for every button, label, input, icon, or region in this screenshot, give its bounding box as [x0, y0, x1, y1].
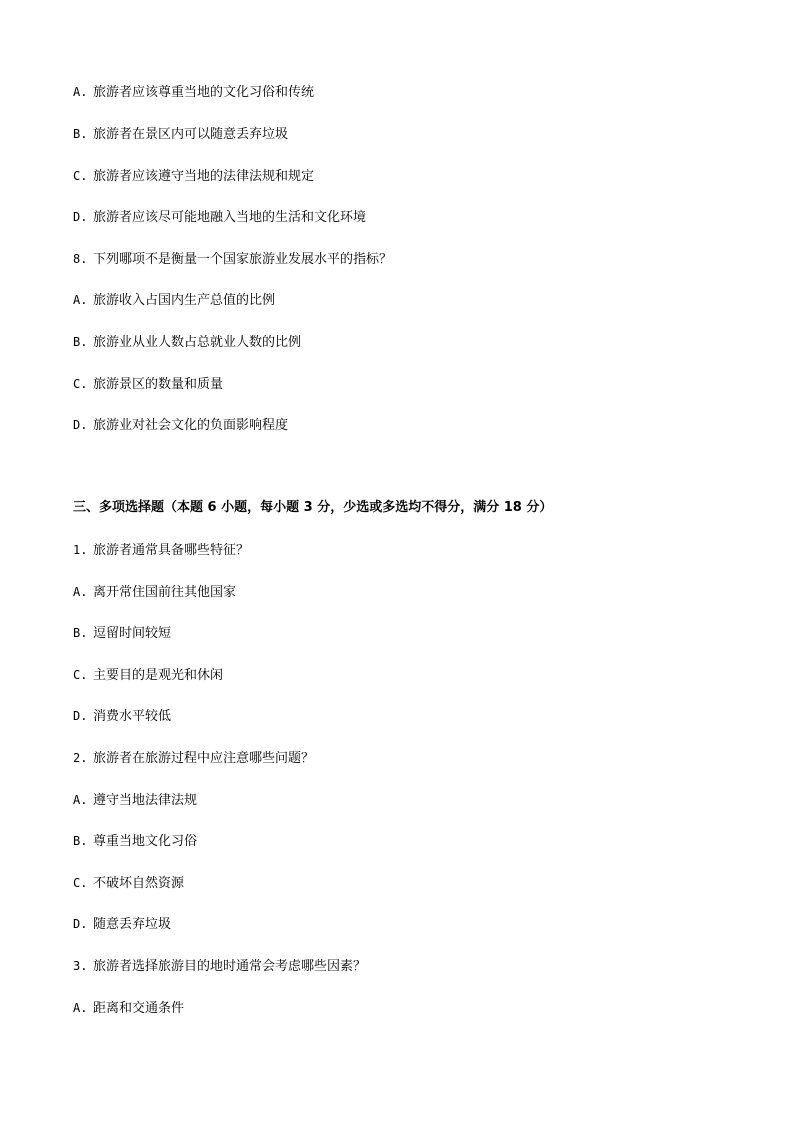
option-prefix: D. [73, 418, 88, 432]
question-text: 旅游者通常具备哪些特征？ [93, 543, 250, 558]
option-prefix: A. [73, 85, 88, 99]
option-prefix: C. [73, 668, 88, 682]
option-prefix: B. [73, 626, 88, 640]
option-line [73, 916, 171, 933]
option-line [73, 168, 314, 185]
option-line [73, 126, 288, 143]
option-text: 旅游业对社会文化的负面影响程度 [93, 418, 289, 433]
option-prefix: C. [73, 169, 88, 183]
option-prefix: B. [73, 127, 88, 141]
option-line [73, 708, 171, 725]
option-prefix: A. [73, 793, 88, 807]
question-line [73, 251, 392, 268]
option-line [73, 667, 223, 684]
option-line [73, 209, 366, 226]
question-number: 3. [73, 959, 88, 973]
option-text: 消费水平较低 [93, 709, 172, 724]
option-text: 主要目的是观光和休闲 [93, 668, 224, 683]
option-line [73, 1000, 184, 1017]
option-line [73, 833, 197, 850]
option-prefix: C. [73, 876, 88, 890]
option-line [73, 792, 197, 809]
option-text: 旅游业从业人数占总就业人数的比例 [93, 335, 302, 350]
option-text: 旅游者在景区内可以随意丢弃垃圾 [93, 127, 289, 142]
option-prefix: D. [73, 917, 88, 931]
option-text: 不破坏自然资源 [93, 876, 185, 891]
option-text: 遵守当地法律法规 [93, 793, 198, 808]
question-text: 旅游者在旅游过程中应注意哪些问题？ [93, 751, 315, 766]
option-line [73, 376, 223, 393]
option-prefix: A. [73, 585, 88, 599]
option-prefix: D. [73, 210, 88, 224]
option-prefix: A. [73, 293, 88, 307]
option-prefix: C. [73, 377, 88, 391]
question-line [73, 542, 249, 559]
option-text: 旅游者应该尽可能地融入当地的生活和文化环境 [93, 210, 367, 225]
option-text: 旅游者应该尊重当地的文化习俗和传统 [93, 85, 315, 100]
option-prefix: A. [73, 1001, 88, 1015]
option-text: 旅游收入占国内生产总值的比例 [93, 293, 276, 308]
question-line [73, 958, 366, 975]
option-prefix: B. [73, 335, 88, 349]
question-number: 8. [73, 252, 88, 266]
option-line [73, 417, 288, 434]
option-prefix: D. [73, 709, 88, 723]
option-text: 旅游景区的数量和质量 [93, 377, 224, 392]
option-text: 尊重当地文化习俗 [93, 834, 198, 849]
option-text: 随意丢弃垃圾 [93, 917, 172, 932]
question-text: 下列哪项不是衡量一个国家旅游业发展水平的指标？ [93, 252, 393, 267]
option-text: 离开常住国前往其他国家 [93, 585, 237, 600]
question-line [73, 750, 314, 767]
option-text: 逗留时间较短 [93, 626, 172, 641]
question-number: 2. [73, 751, 88, 765]
option-line [73, 84, 314, 101]
section-heading: 三、多项选择题（本题 6 小题，每小题 3 分，少选或多选均不得分，满分 18 分） [73, 500, 553, 515]
option-text: 旅游者应该遵守当地的法律法规和规定 [93, 169, 315, 184]
option-prefix: B. [73, 834, 88, 848]
question-text: 旅游者选择旅游目的地时通常会考虑哪些因素？ [93, 959, 367, 974]
option-line [73, 625, 171, 642]
option-line [73, 292, 275, 309]
option-text: 距离和交通条件 [93, 1001, 185, 1016]
option-line [73, 334, 301, 351]
question-number: 1. [73, 543, 88, 557]
option-line [73, 875, 184, 892]
option-line [73, 584, 236, 601]
